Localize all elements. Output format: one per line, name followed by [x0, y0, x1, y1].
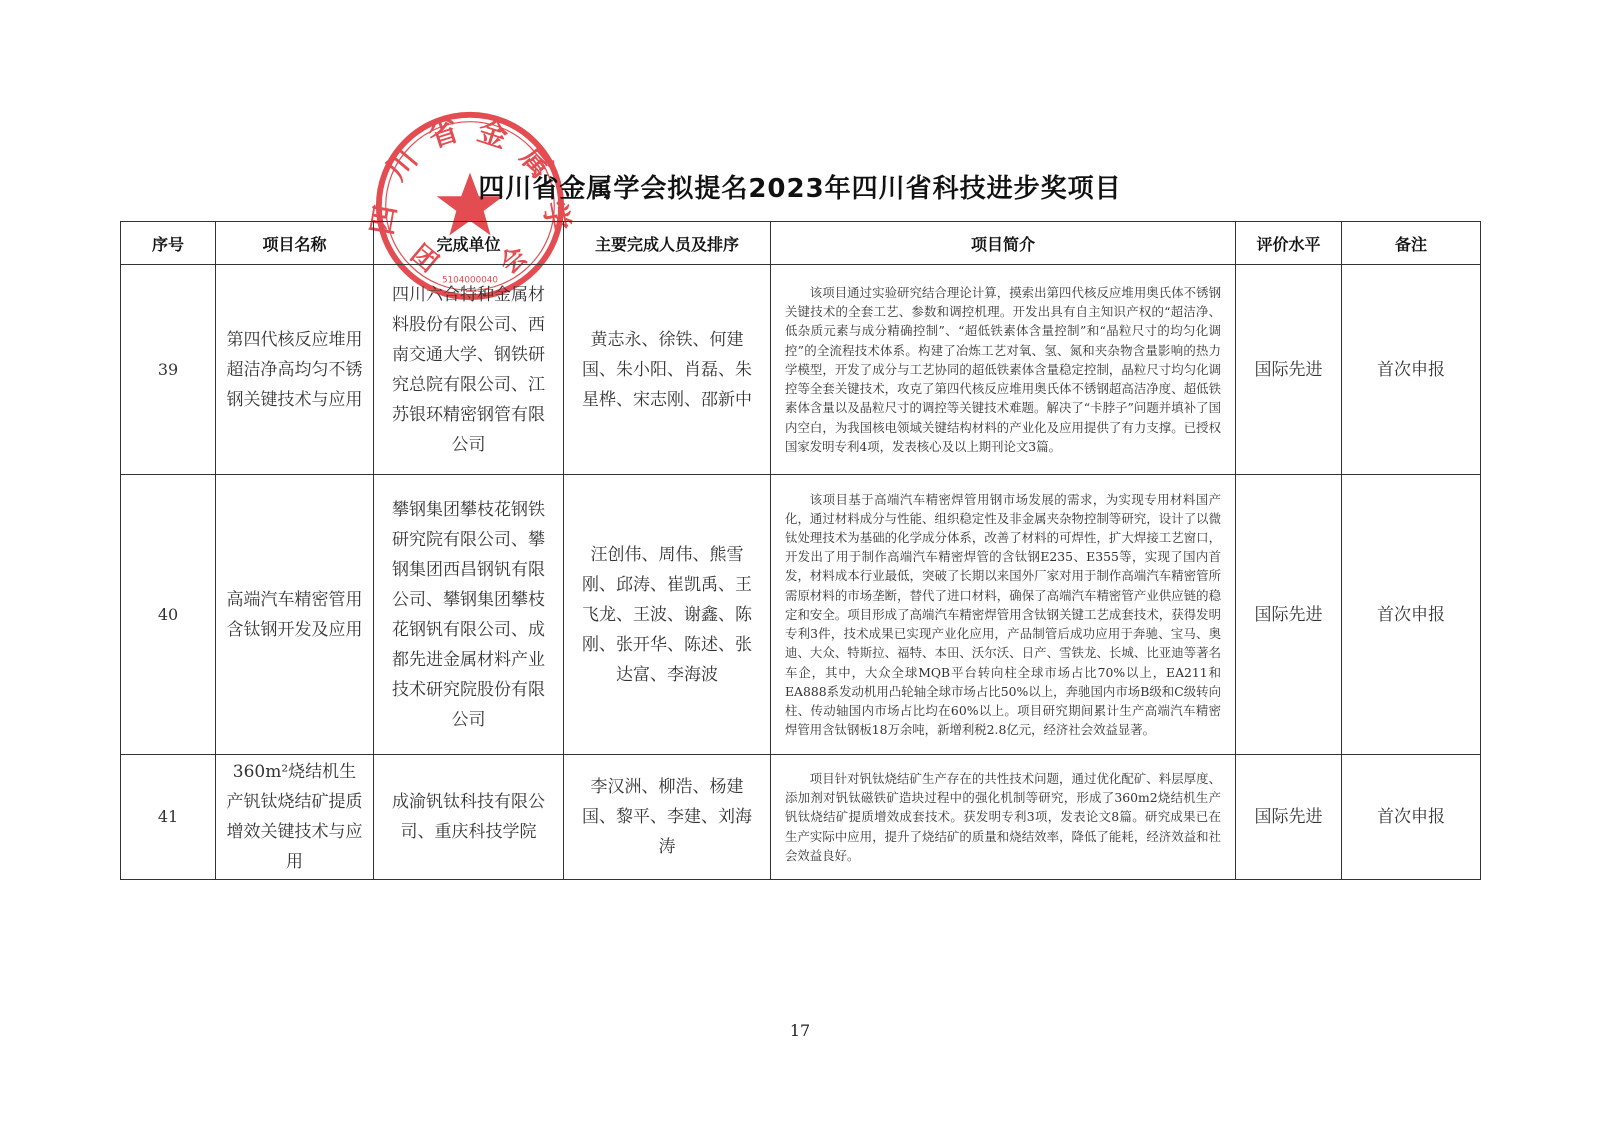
row-seq: 40	[121, 475, 216, 755]
table-header-row	[121, 222, 1481, 265]
svg-text:属: 属	[513, 140, 559, 185]
row-seq: 39	[121, 265, 216, 475]
header-project-name: 项目名称	[216, 222, 374, 265]
row-level: 国际先进	[1236, 265, 1342, 475]
page-number: 17	[789, 1021, 811, 1040]
row-summary: 项目针对钒钛烧结矿生产存在的共性技术问题，通过优化配矿、料层厚度、添加剂对钒钛磁铁矿造块过程中的强化机制等研究，形成了360m2烧结机生产钒钛烧结矿提质增效成套技术。获发明专利3项，发表论文8篇。研究成果已在生产实际中应用，提升了烧结矿的质量和烧结效率，降低了能耗，经济效益和社会效益良好。	[771, 755, 1236, 880]
header-units: 完成单位	[374, 222, 564, 265]
svg-text:省: 省	[424, 113, 463, 155]
row-people: 黄志永、徐铁、何建国、朱小阳、肖磊、朱星桦、宋志刚、邵新中	[564, 265, 771, 475]
row-units: 攀钢集团攀枝花钢铁研究院有限公司、攀钢集团西昌钢钒有限公司、攀钢集团攀枝花钢钒有限公司、成都先进金属材料产业技术研究院股份有限公司	[374, 475, 564, 755]
row-project-name: 360m²烧结机生产钒钛烧结矿提质增效关键技术与应用	[216, 755, 374, 880]
row-level: 国际先进	[1236, 755, 1342, 880]
table-row	[121, 475, 1481, 755]
svg-text:四: 四	[364, 202, 404, 238]
row-remark: 首次申报	[1342, 265, 1481, 475]
row-seq: 41	[121, 755, 216, 880]
svg-text:会: 会	[494, 240, 534, 281]
award-projects-table	[120, 221, 1481, 880]
row-project-name: 第四代核反应堆用超洁净高均匀不锈钢关键技术与应用	[216, 265, 374, 475]
row-summary: 该项目基于高端汽车精密焊管用钢市场发展的需求，为实现专用材料国产化，通过材料成分与性能、组织稳定性及非金属夹杂物控制等研究，设计了以微钛处理技术为基础的化学成分体系，改善了材料的可焊性，扩大焊接工艺窗口，开发出了用于制作高端汽车精密焊管的含钛钢E235、E355等，实现了国内首发，材料成本行业最低，突破了长期以来国外厂家对用于制作高端汽车精密管所需原材料的市场垄断，替代了进口材料，确保了高端汽车精密管产业供应链的稳定和安全。项目形成了高端汽车精密焊管用含钛钢关键工艺成套技术，获得发明专利3件，技术成果已实现产业化应用，产品制管后成功应用于奔驰、宝马、奥迪、大众、特斯拉、福特、本田、沃尔沃、日产、雪铁龙、长城、比亚迪等著名车企，其中，大众全球MQB平台转向柱全球市场占比70%以上，EA211和EA888系发动机用凸轮轴全球市场占比50%以上，奔驰国内市场B级和C级转向柱、传动轴国内市场占比均在60%以上。项目研究期间累计生产高端汽车精密焊管用含钛钢板18万余吨，新增利税2.8亿元，经济社会效益显著。	[771, 475, 1236, 755]
header-people: 主要完成人员及排序	[564, 222, 771, 265]
table-row	[121, 265, 1481, 475]
svg-text:金: 金	[473, 113, 512, 155]
row-units: 成渝钒钛科技有限公司、重庆科技学院	[374, 755, 564, 880]
header-summary: 项目简介	[771, 222, 1236, 265]
document-title: 四川省金属学会拟提名2023年四川省科技进步奖项目	[478, 174, 1122, 204]
header-seq: 序号	[121, 222, 216, 265]
row-remark: 首次申报	[1342, 755, 1481, 880]
seal-serial-number: 5104000040	[441, 275, 499, 286]
row-people: 李汉洲、柳浩、杨建国、黎平、李建、刘海涛	[564, 755, 771, 880]
svg-text:学: 学	[536, 198, 576, 234]
row-summary: 该项目通过实验研究结合理论计算，摸索出第四代核反应堆用奥氏体不锈钢关键技术的全套工艺、参数和调控机理。开发出具有自主知识产权的“超洁净、低杂质元素与成分精确控制”、“超低铁素体含量控制”和“晶粒尺寸的均匀化调控”的全流程技术体系。构建了冶炼工艺对氧、氢、氮和夹杂物含量影响的热力学模型，开发了成分与工艺协同的超低铁素体含量稳定控制，晶粒尺寸均匀化调控等全套关键技术，攻克了第四代核反应堆用奥氏体不锈钢超高洁净度、超低铁素体含量以及晶粒尺寸的调控等关键技术难题。解决了“卡脖子”问题并填补了国内空白，为我国核电领域关键结构材料的产业化及应用提供了有力支撑。已授权国家发明专利4项，发表核心及以上期刊论文3篇。	[771, 265, 1236, 475]
row-units: 四川六合特种金属材料股份有限公司、西南交通大学、钢铁研究总院有限公司、江苏银环精密钢管有限公司	[374, 265, 564, 475]
row-people: 汪创伟、周伟、熊雪刚、邱涛、崔凯禹、王飞龙、王波、谢鑫、陈刚、张开华、陈述、张达富、李海波	[564, 475, 771, 755]
header-remark: 备注	[1342, 222, 1481, 265]
row-level: 国际先进	[1236, 475, 1342, 755]
table-row	[121, 755, 1481, 880]
row-remark: 首次申报	[1342, 475, 1481, 755]
svg-text:团: 团	[404, 238, 444, 279]
svg-text:川: 川	[379, 142, 425, 187]
header-level: 评价水平	[1236, 222, 1342, 265]
row-project-name: 高端汽车精密管用含钛钢开发及应用	[216, 475, 374, 755]
